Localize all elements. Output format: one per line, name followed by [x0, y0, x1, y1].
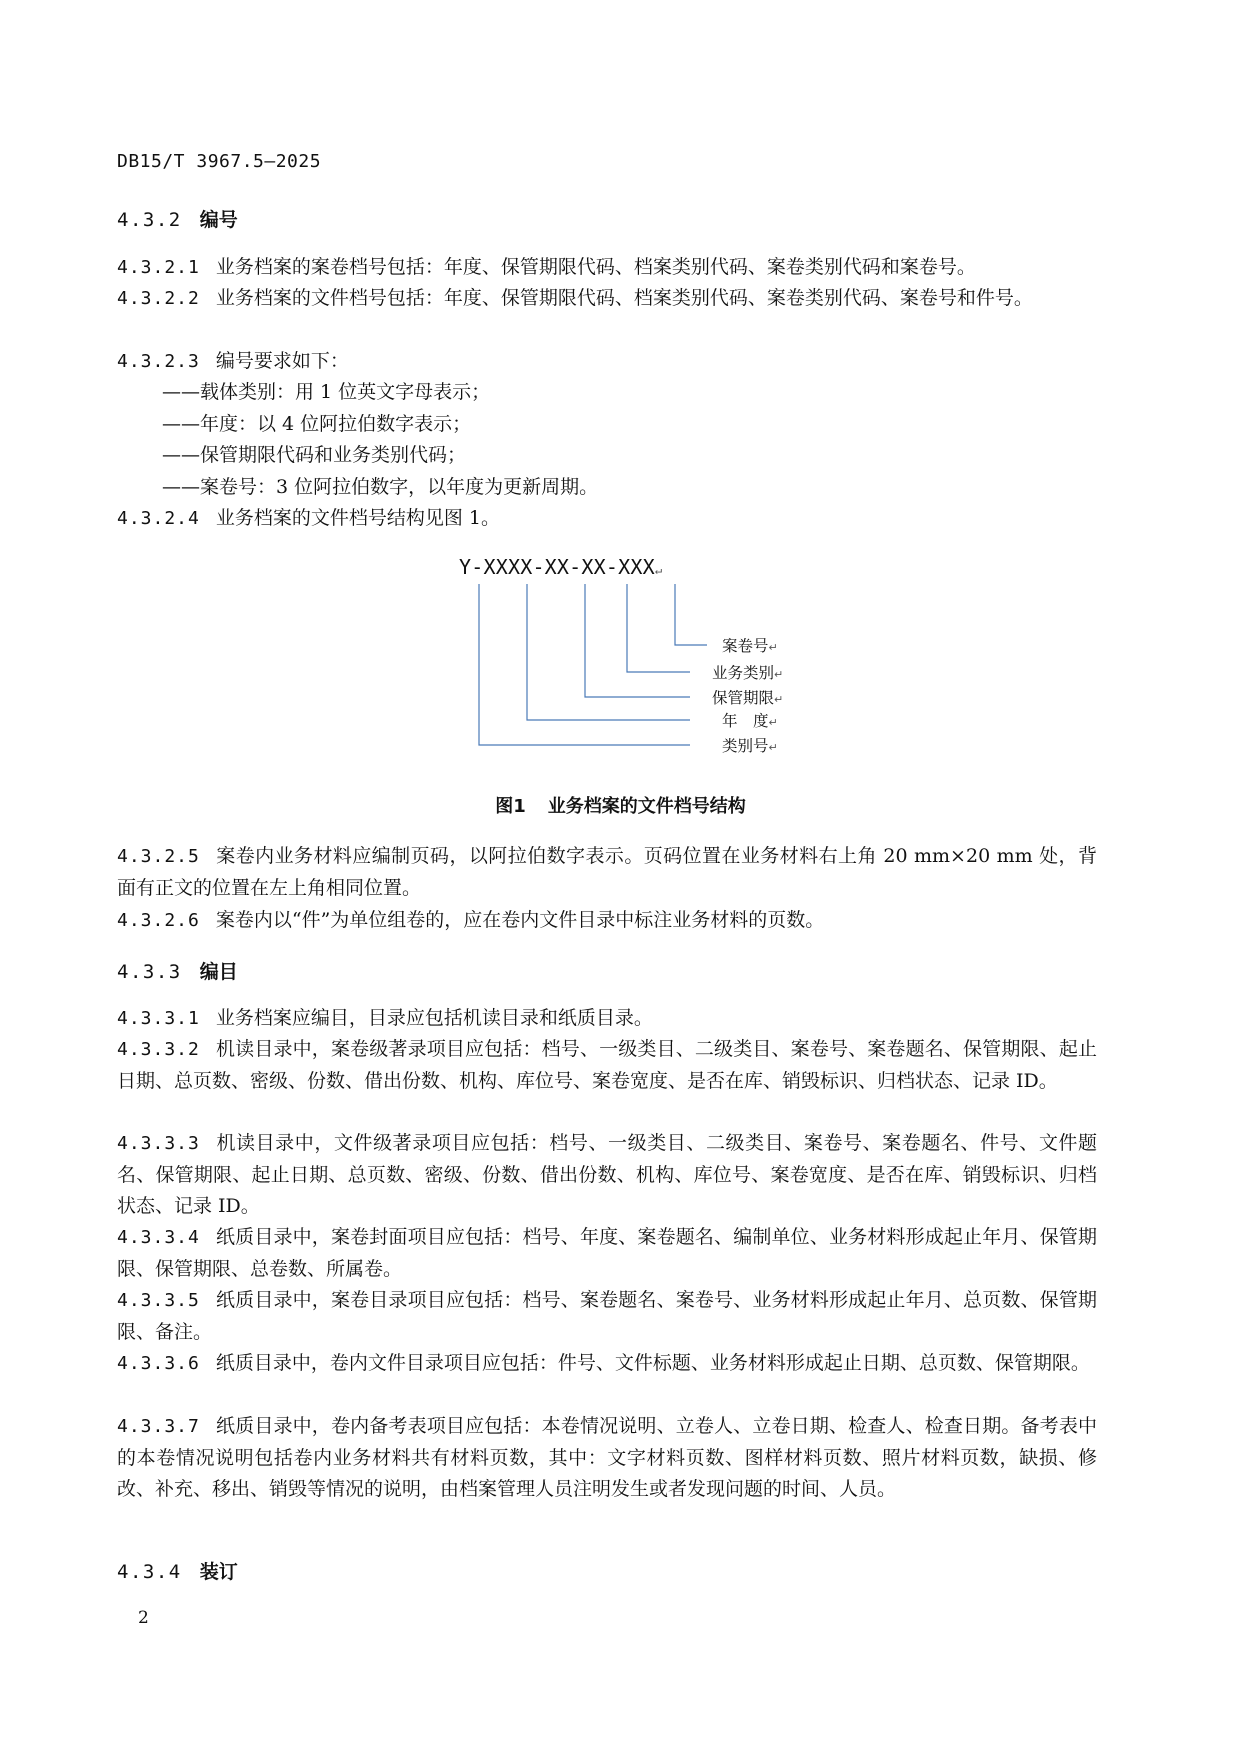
clause-number: 4.3.3.7 [117, 1416, 200, 1437]
clause-number: 4.3.3.2 [117, 1039, 200, 1060]
clause-text: 业务档案的文件档号结构见图 1。 [215, 507, 500, 529]
clause-text: 业务档案的文件档号包括：年度、保管期限代码、档案类别代码、案卷类别代码、案卷号和件号。 [215, 287, 1033, 309]
figure-number: 图1 [495, 796, 526, 817]
clause-text: 案卷内以“件”为单位组卷的，应在卷内文件目录中标注业务材料的页数。 [215, 909, 825, 931]
clause-text: 机读目录中，文件级著录项目应包括：档号、一级类目、二级类目、案卷号、案卷题名、件号、文件题名、保管期限、起止日期、总页数、密级、份数、借出份数、机构、库位号、案卷宽度、是否在库、销毁标识、归档状态、记录 ID。 [117, 1132, 1097, 1217]
clause-4-3-2-6 [117, 905, 1097, 937]
figure-label-retention-period: 保管期限↵ [712, 689, 784, 707]
clause-4-3-2-5 [117, 841, 1097, 904]
section-title: 编目 [199, 961, 238, 983]
connector-group [479, 584, 707, 745]
clause-text: 纸质目录中，案卷目录项目应包括：档号、案卷题名、案卷号、业务材料形成起止年月、总页数、保管期限、备注。 [117, 1289, 1097, 1343]
clause-number: 4.3.3.3 [117, 1133, 200, 1154]
figure-label-business-category: 业务类别↵ [712, 664, 784, 682]
clause-4-3-3-7 [117, 1411, 1097, 1506]
clause-text: 纸质目录中，卷内文件目录项目应包括：件号、文件标题、业务材料形成起止日期、总页数、保管期限。 [215, 1352, 1090, 1374]
figure-caption [0, 792, 1241, 818]
connector-retention-period [585, 584, 690, 697]
page-number: 2 [138, 1608, 149, 1628]
clause-text: 业务档案应编目，目录应包括机读目录和纸质目录。 [215, 1007, 653, 1029]
clause-4-3-3-5 [117, 1285, 1097, 1348]
clause-4-3-3-2 [117, 1034, 1097, 1097]
clause-4-3-3-1 [117, 1003, 1097, 1035]
clause-number: 4.3.2.3 [117, 351, 200, 372]
clause-4-3-3-6 [117, 1348, 1097, 1380]
clause-number: 4.3.3.6 [117, 1353, 200, 1374]
clause-number: 4.3.3.1 [117, 1008, 200, 1029]
section-number: 4.3.4 [117, 1561, 182, 1583]
clause-4-3-3-3 [117, 1128, 1097, 1223]
section-title: 装订 [199, 1561, 238, 1583]
clause-number: 4.3.2.1 [117, 257, 200, 278]
section-heading-4-3-4 [117, 1557, 238, 1584]
dash-item: ——案卷号：3 位阿拉伯数字，以年度为更新周期。 [162, 476, 599, 498]
return-mark: ↵ [654, 563, 663, 577]
clause-text: 纸质目录中，案卷封面项目应包括：档号、年度、案卷题名、编制单位、业务材料形成起止年月、保管期限、保管期限、总卷数、所属卷。 [117, 1226, 1097, 1280]
clause-number: 4.3.3.5 [117, 1290, 200, 1311]
figure-label-case-number: 案卷号↵ [722, 637, 778, 655]
clause-text: 业务档案的案卷档号包括：年度、保管期限代码、档案类别代码、案卷类别代码和案卷号。 [215, 256, 976, 278]
clause-number: 4.3.2.4 [117, 508, 200, 529]
doc-header: DB15/T 3967.5—2025 [117, 151, 322, 172]
clause-text: 编号要求如下： [215, 350, 349, 372]
figure-title: 业务档案的文件档号结构 [547, 796, 746, 817]
figure-label-category-number: 类别号↵ [722, 737, 778, 755]
clause-text: 案卷内业务材料应编制页码，以阿拉伯数字表示。页码位置在业务材料右上角 20 mm×20 mm 处，背面有正文的位置在左上角相同位置。 [117, 845, 1097, 899]
clause-number: 4.3.2.2 [117, 288, 200, 309]
section-title: 编号 [199, 209, 238, 231]
clause-number: 4.3.2.5 [117, 846, 200, 867]
section-number: 4.3.3 [117, 961, 182, 983]
connector-case-number [675, 584, 707, 645]
clause-text: 机读目录中，案卷级著录项目应包括：档号、一级类目、二级类目、案卷号、案卷题名、保管期限、起止日期、总页数、密级、份数、借出份数、机构、库位号、案卷宽度、是否在库、销毁标识、归档状态、记录 ID。 [117, 1038, 1097, 1092]
clause-number: 4.3.2.6 [117, 910, 200, 931]
dash-item: ——保管期限代码和业务类别代码； [162, 444, 467, 466]
figure-label-year: 年 度↵ [722, 712, 778, 730]
dash-item: ——年度：以 4 位阿拉伯数字表示； [162, 413, 472, 435]
clause-4-3-3-4 [117, 1222, 1097, 1285]
section-number: 4.3.2 [117, 209, 182, 231]
clause-number: 4.3.3.4 [117, 1227, 200, 1248]
clause-text: 纸质目录中，卷内备考表项目应包括：本卷情况说明、立卷人、立卷日期、检查人、检查日期。备考表中的本卷情况说明包括卷内业务材料共有材料页数，其中：文字材料页数、图样材料页数、照片材料页数，缺损、修改、补充、移出、销毁等情况的说明，由档案管理人员注明发生或者发现问题的时间、人员。 [117, 1415, 1097, 1500]
dash-item: ——载体类别：用 1 位英文字母表示； [162, 381, 491, 403]
connector-year [527, 584, 690, 720]
connector-business-category [627, 584, 690, 672]
archive-code-format: Y-XXXX-XX-XX-XXX [459, 555, 655, 579]
section-heading-4-3-3 [117, 957, 238, 984]
